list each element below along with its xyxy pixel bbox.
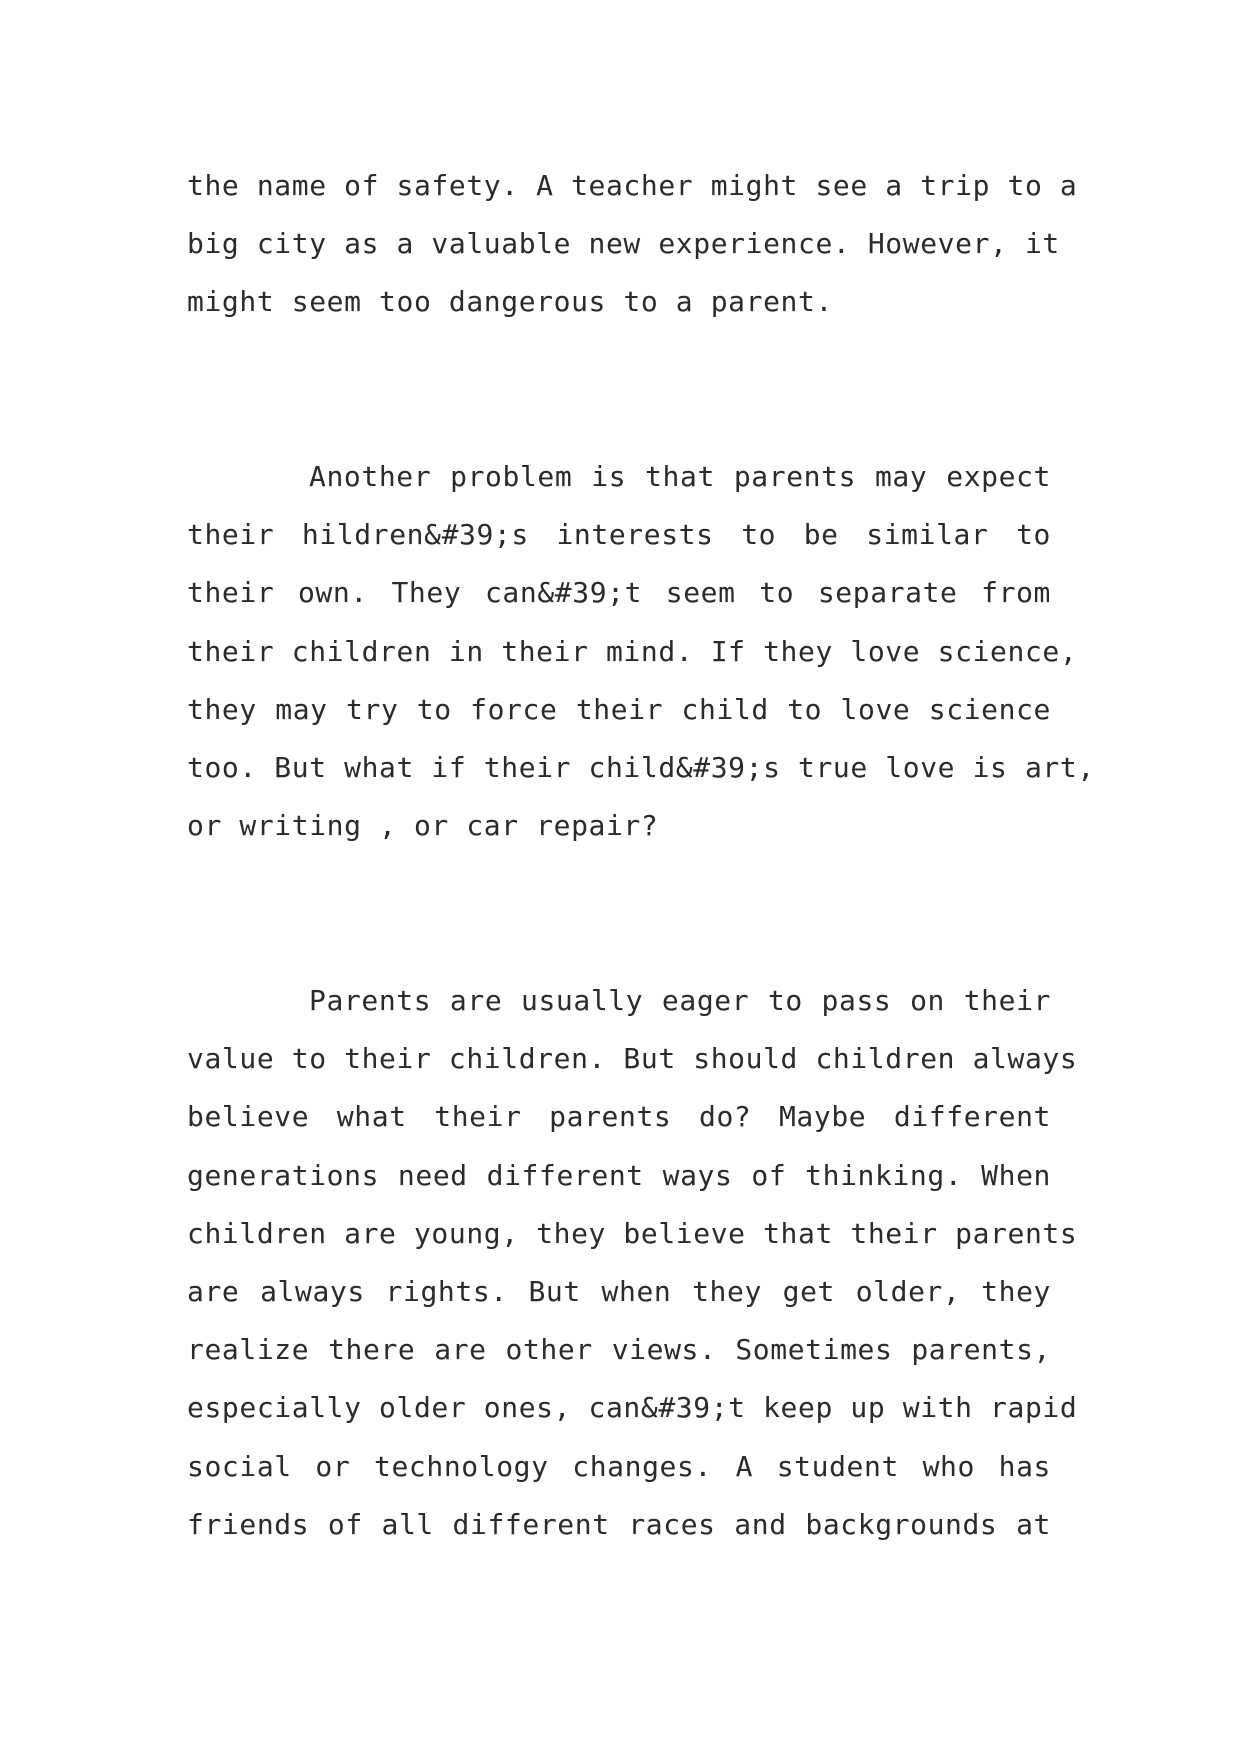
text-line: or writing , or car repair? xyxy=(187,809,659,843)
paragraph-safety xyxy=(187,157,1078,332)
text-line: the name of safety. A teacher might see a trip to a xyxy=(187,169,1078,202)
paragraph-interests xyxy=(187,448,1095,855)
text-line: Another problem is that parents may expect xyxy=(309,460,1051,493)
text-line: their hildren&#39;s interests to be similar to xyxy=(187,518,1051,552)
text-line: especially older ones, can&#39;t keep up with rapid xyxy=(187,1391,1078,1425)
text-line: believe what their parents do? Maybe different xyxy=(187,1100,1051,1134)
text-line: friends of all different races and backgrounds at xyxy=(187,1507,1051,1541)
text-line: their own. They can&#39;t seem to separate from xyxy=(187,576,1051,610)
paragraph-values xyxy=(187,972,1078,1554)
text-line: they may try to force their child to love science xyxy=(187,692,1051,726)
text-line: might seem too dangerous to a parent. xyxy=(187,285,833,319)
text-line: children are young, they believe that their parents xyxy=(187,1216,1078,1250)
text-line: realize there are other views. Sometimes parents, xyxy=(187,1333,1051,1367)
text-line: their children in their mind. If they love science, xyxy=(187,634,1078,668)
text-line: too. But what if their child&#39;s true love is art, xyxy=(187,750,1095,784)
text-line: are always rights. But when they get older, they xyxy=(187,1274,1051,1308)
text-line: social or technology changes. A student who has xyxy=(187,1449,1051,1483)
text-line: value to their children. But should children always xyxy=(187,1042,1078,1076)
text-line: big city as a valuable new experience. However, it xyxy=(187,227,1060,261)
text-line: Parents are usually eager to pass on their xyxy=(309,984,1051,1017)
text-line: generations need different ways of thinking. When xyxy=(187,1158,1051,1192)
